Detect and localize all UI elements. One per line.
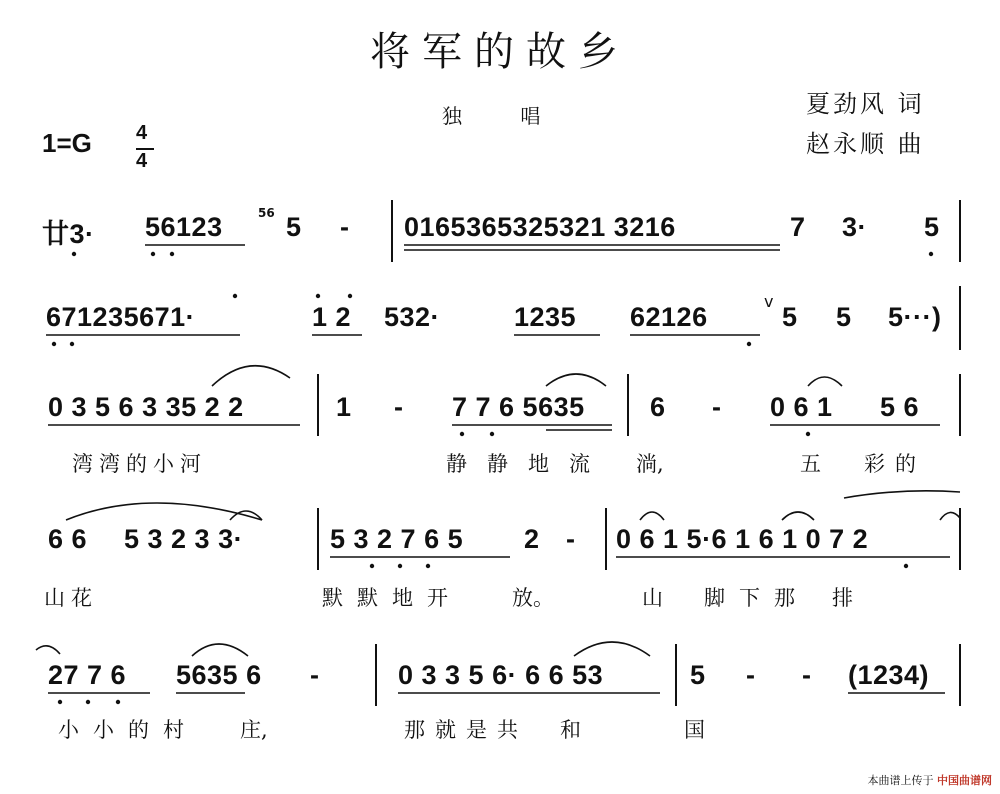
row1-held-note: 5 [286, 212, 302, 242]
row2-run: 671235671· [46, 302, 196, 332]
song-title: 将军的故乡 [370, 29, 630, 75]
row2-phrase-c: 62126 [630, 302, 708, 332]
bar-lines [318, 200, 960, 706]
row4-phrase-b: 5 3 2 3 3· [124, 524, 244, 554]
lyric-line-3e: 国 [684, 718, 705, 742]
row3-phrase-d: 5 6 [880, 392, 920, 422]
row1-grace-notes: 56 [258, 206, 275, 220]
row3-dash-a: - [394, 392, 404, 422]
row1-melisma: 0165365325321 3216 [404, 212, 676, 242]
footer-text: 本曲谱上传于 [867, 774, 934, 787]
lyric-line-3b: 庄, [240, 718, 268, 742]
lyric-line-2b: 默默地开 [322, 586, 462, 610]
lyric-line-1a: 湾湾的小河 [72, 452, 207, 476]
footer-credit [868, 772, 993, 788]
footer-brand: 中国曲谱网 [937, 774, 992, 787]
row5-dash-b: - [802, 660, 812, 690]
lyric-line-3a: 小小的村 [58, 718, 198, 742]
slurs [36, 366, 960, 656]
row5-interlude: (1234) [848, 660, 930, 690]
row4-note-2: 2 [524, 524, 540, 554]
row1-note-7: 7 [790, 212, 806, 242]
row1-dash: - [340, 212, 350, 242]
composer-credit: 赵永顺 曲 [806, 130, 925, 158]
row4-phrase-a: 6 6 [48, 524, 88, 554]
time-signature-bottom: 4 [136, 150, 148, 172]
row3-note-1: 1 [336, 392, 352, 422]
row2-note-5b: 5 [836, 302, 852, 332]
row2-note-5a: 5 [782, 302, 798, 332]
lyric-line-1b: 静静地流 [446, 452, 610, 476]
row1-note-5: 5 [924, 212, 940, 242]
key-signature: 1=G [42, 128, 92, 158]
row4-dash: - [566, 524, 576, 554]
lyric-line-2d: 山 [642, 586, 663, 610]
lyric-line-2f: 排 [832, 586, 853, 610]
row3-note-6: 6 [650, 392, 666, 422]
row2-high-notes: 1 2 [312, 302, 352, 332]
row1-run: 56123 [145, 212, 223, 242]
row3-phrase-b: 7 7 6 5635 [452, 392, 585, 422]
row5-note-5: 5 [690, 660, 706, 690]
row2-note-5-repeat: 5···) [888, 302, 942, 332]
row3-dash-b: - [712, 392, 722, 422]
time-signature-top: 4 [136, 122, 148, 144]
lyric-line-1c: 淌, [636, 452, 664, 476]
lyric-line-3d: 和 [560, 718, 581, 742]
breath-mark: v [764, 292, 774, 311]
row1-note-3: 3· [842, 212, 868, 242]
row3-phrase-a: 0 3 5 6 3 35 2 2 [48, 392, 244, 422]
row4-phrase-c: 5 3 2 7 6 5 [330, 524, 464, 554]
octave-dots [52, 252, 933, 704]
row2-phrase-a: 532· [384, 302, 441, 332]
lyric-line-1e: 彩的 [864, 452, 926, 476]
lyric-line-2c: 放。 [512, 586, 554, 610]
row5-dash: - [310, 660, 320, 690]
performance-form: 独 唱 [442, 104, 567, 128]
row2-phrase-b: 1235 [514, 302, 577, 332]
row5-dash-a: - [746, 660, 756, 690]
lyric-line-1d: 五 [800, 452, 821, 476]
lyric-line-3c: 那就是共 [404, 718, 528, 742]
lyricist-credit: 夏劲风 词 [806, 90, 925, 118]
row5-phrase-c: 0 3 3 5 6· 6 6 53 [398, 660, 604, 690]
row5-phrase-a: 27 7 6 [48, 660, 127, 690]
row4-phrase-d: 0 6 1 5·6 1 6 1 0 7 2 [616, 524, 869, 554]
duration-underlines [46, 245, 950, 693]
lyric-line-2a: 山花 [44, 586, 98, 610]
row1-intro: 廿3· [42, 219, 95, 249]
lyric-line-2e: 脚下那 [704, 586, 809, 610]
row3-phrase-c: 0 6 1 [770, 392, 833, 422]
row5-phrase-b: 5635 6 [176, 660, 262, 690]
